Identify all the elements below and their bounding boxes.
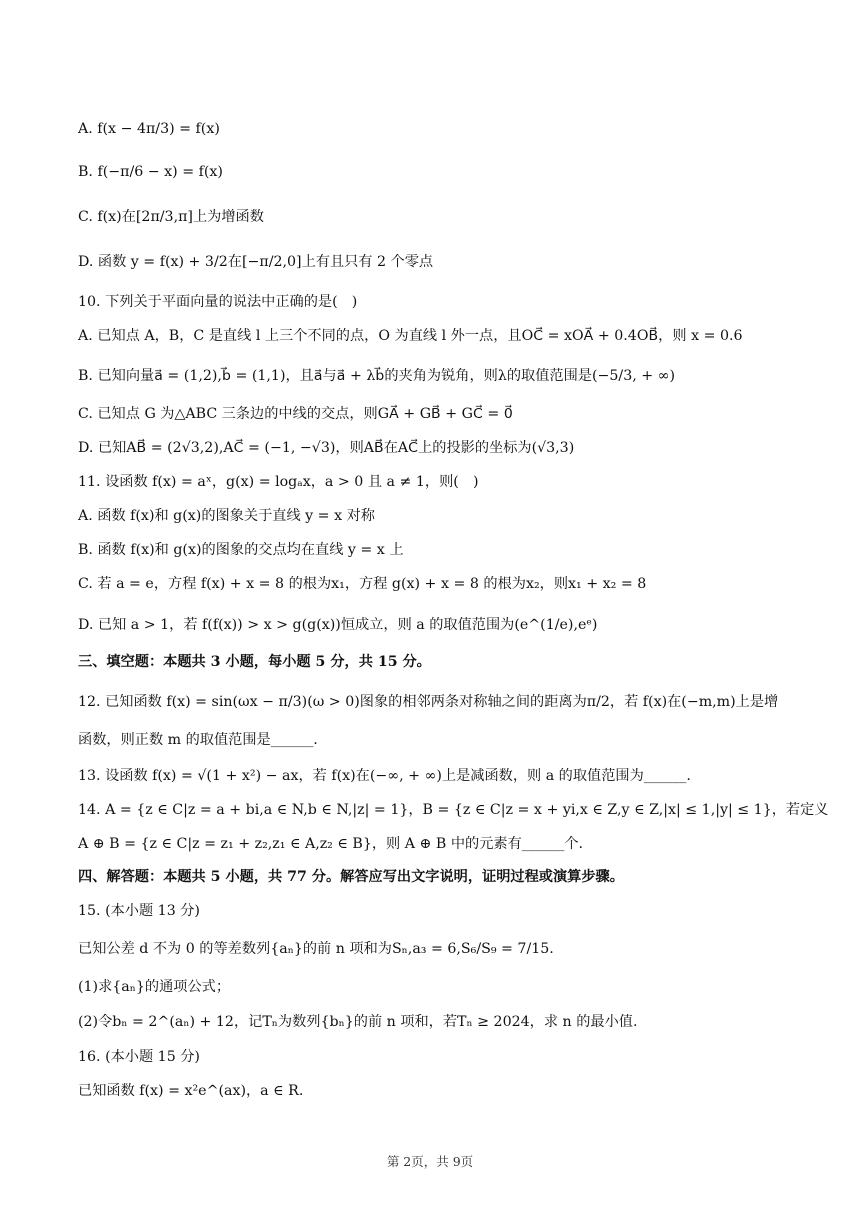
q10-option-d: D. 已知AB⃗ = (2√3,2),AC⃗ = (−1, −√3)，则AB⃗在AC⃗上的投影的坐标为(√3,3) — [78, 440, 575, 456]
q12-line-2: 函数，则正数 m 的取值范围是______. — [78, 732, 318, 748]
section-4-heading: 四、解答题：本题共 5 小题，共 77 分。解答应写出文字说明，证明过程或演算步骤。 — [78, 869, 624, 885]
q15-stem: 已知公差 d 不为 0 的等差数列{aₙ}的前 n 项和为Sₙ,a₃ = 6,S₆/S₉ = 7/15. — [78, 941, 554, 957]
q11-stem: 11. 设函数 f(x) = aˣ，g(x) = logₐx，a > 0 且 a ≠ 1，则( ) — [78, 474, 479, 490]
q10-option-c: C. 已知点 G 为△ABC 三条边的中线的交点，则GA⃗ + GB⃗ + GC⃗ = 0⃗ — [78, 406, 513, 422]
q11-option-b: B. 函数 f(x)和 g(x)的图象的交点均在直线 y = x 上 — [78, 542, 404, 558]
q13: 13. 设函数 f(x) = √(1 + x²) − ax，若 f(x)在(−∞, + ∞)上是减函数，则 a 的取值范围为______. — [78, 768, 691, 784]
q11-option-c: C. 若 a = e，方程 f(x) + x = 8 的根为x₁，方程 g(x) + x = 8 的根为x₂，则x₁ + x₂ = 8 — [78, 576, 647, 592]
q10-stem: 10. 下列关于平面向量的说法中正确的是( ) — [78, 294, 358, 310]
q15-part-2: (2)令bₙ = 2^(aₙ) + 12，记Tₙ为数列{bₙ}的前 n 项和，若Tₙ ≥ 2024，求 n 的最小值. — [78, 1014, 638, 1030]
q10-option-a: A. 已知点 A，B，C 是直线 l 上三个不同的点，O 为直线 l 外一点，且OC⃗ = xOA⃗ + 0.4OB⃗，则 x = 0.6 — [78, 328, 743, 344]
q14-line-2: A ⊕ B = {z ∈ C|z = z₁ + z₂,z₁ ∈ A,z₂ ∈ B}，则 A ⊕ B 中的元素有______个. — [78, 836, 584, 852]
q11-option-d: D. 已知 a > 1，若 f(f(x)) > x > g(g(x))恒成立，则 a 的取值范围为(e^(1/e),eᵉ) — [78, 617, 598, 633]
section-3-heading: 三、填空题：本题共 3 小题，每小题 5 分，共 15 分。 — [78, 654, 431, 670]
q15-part-1: (1)求{aₙ}的通项公式； — [78, 979, 231, 995]
q16-stem: 已知函数 f(x) = x²e^(ax)，a ∈ R. — [78, 1083, 304, 1099]
q9-option-b: B. f(−π/6 − x) = f(x) — [78, 164, 223, 180]
q12-line-1: 12. 已知函数 f(x) = sin(ωx − π/3)(ω > 0)图象的相邻两条对称轴之间的距离为π/2，若 f(x)在(−m,m)上是增 — [78, 694, 779, 710]
q9-option-d: D. 函数 y = f(x) + 3/2在[−π/2,0]上有且只有 2 个零点 — [78, 254, 434, 270]
q11-option-a: A. 函数 f(x)和 g(x)的图象关于直线 y = x 对称 — [78, 508, 375, 524]
q10-option-b: B. 已知向量a⃗ = (1,2),b⃗ = (1,1)，且a⃗与a⃗ + λb⃗的夹角为锐角，则λ的取值范围是(−5/3, + ∞) — [78, 368, 675, 384]
q14-line-1: 14. A = {z ∈ C|z = a + bi,a ∈ N,b ∈ N,|z| = 1}，B = {z ∈ C|z = x + yi,x ∈ Z,y ∈ Z,|x| ≤ 1,|y| ≤ 1}，若定义 — [78, 802, 829, 818]
q9-option-c: C. f(x)在[2π/3,π]上为增函数 — [78, 209, 264, 225]
q9-option-a: A. f(x − 4π/3) = f(x) — [78, 121, 220, 137]
q16-header: 16. (本小题 15 分) — [78, 1049, 200, 1065]
q15-header: 15. (本小题 13 分) — [78, 903, 200, 919]
page-footer: 第 2页，共 9页 — [386, 1154, 474, 1169]
